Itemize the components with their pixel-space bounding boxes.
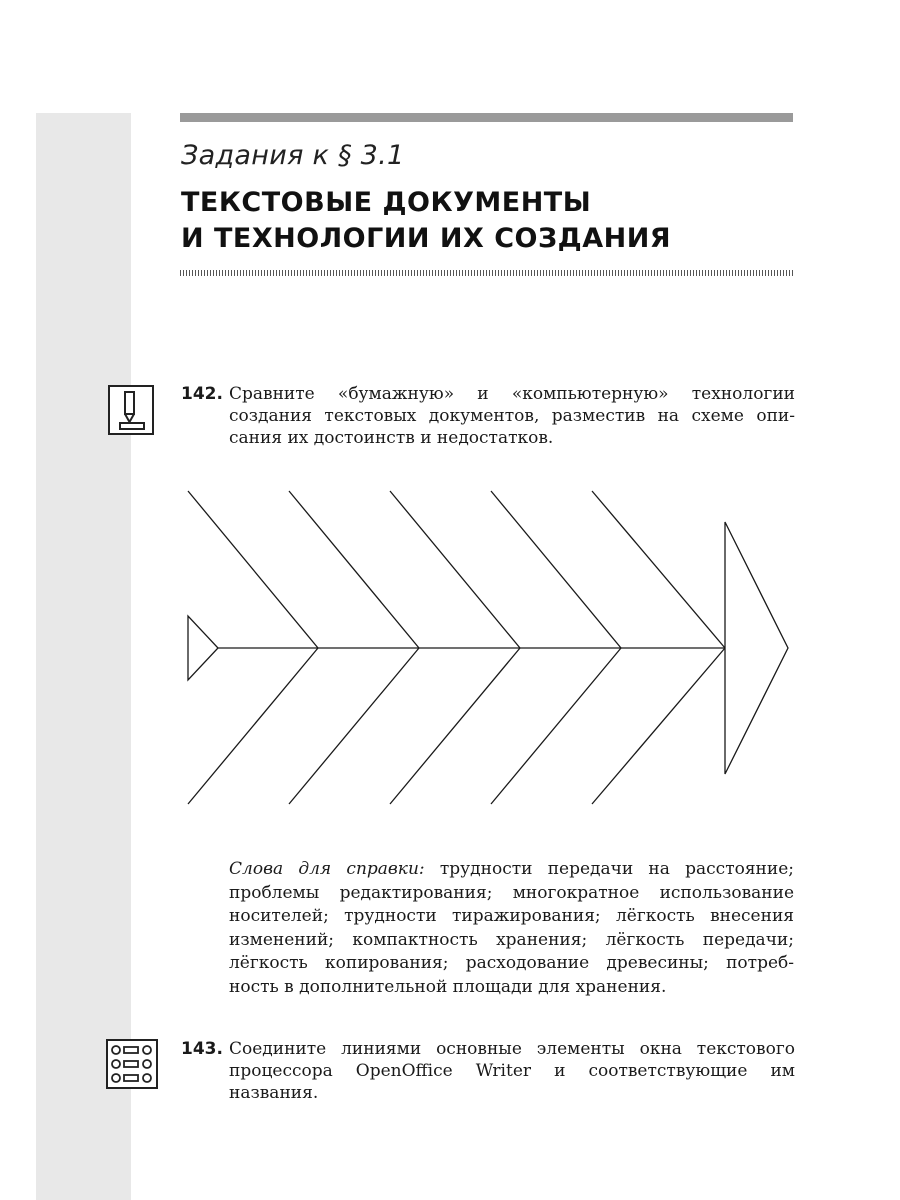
hint-line: носителей; трудности тиражирования; лёгкость внесения (229, 906, 794, 926)
hint-line: ность в дополнительной площади для хранения. (229, 976, 667, 997)
bone-lower (592, 648, 725, 804)
task-line: названия. (229, 1083, 319, 1103)
section-title (181, 185, 671, 257)
task-text (229, 383, 795, 449)
hint-line: изменений; компактность хранения; лёгкость передачи; (229, 929, 794, 950)
hint-line (229, 858, 794, 882)
bone-upper (188, 491, 318, 648)
bone-lower (188, 648, 318, 804)
matching-items-icon (106, 1039, 158, 1089)
hint-line: проблемы редактирования; многократное использование (229, 882, 794, 903)
task-line: Соедините линиями основные элементы окна текстового (229, 1039, 795, 1059)
bone-lower (289, 648, 419, 804)
task-142 (181, 383, 795, 449)
task-number: 142. (181, 384, 223, 404)
title-line-2: И ТЕХНОЛОГИИ ИХ СОЗДАНИЯ (181, 223, 672, 254)
hint-text: трудности передачи на расстояние; (424, 859, 795, 879)
bone-upper (592, 491, 725, 648)
hint-line: лёгкость копирования; расходование древесины; потреб- (229, 953, 794, 973)
fish-head (725, 522, 788, 774)
task-number: 143. (181, 1039, 223, 1059)
task-text (229, 1038, 795, 1104)
bone-upper (390, 491, 520, 648)
bone-lower (390, 648, 520, 804)
task-line: Сравните «бумажную» и «компьютерную» технологии (229, 384, 795, 404)
bone-upper (491, 491, 621, 648)
title-line-1: ТЕКСТОВЫЕ ДОКУМЕНТЫ (181, 187, 592, 218)
task-line: процессора OpenOffice Writer и соответствующие им (229, 1061, 795, 1081)
header-rule (180, 113, 793, 122)
bone-lower (491, 648, 621, 804)
section-subtitle: Задания к § 3.1 (181, 140, 405, 171)
fish-tail (188, 616, 218, 680)
task-line: создания текстовых документов, разместив на схеме опи- (229, 406, 795, 426)
dashed-divider (180, 270, 793, 276)
task-143 (181, 1038, 795, 1104)
fishbone-diagram (180, 488, 800, 808)
bone-upper (289, 491, 419, 648)
reference-words (229, 858, 794, 999)
task-line: сания их достоинств и недостатков. (229, 428, 554, 448)
side-margin-strip (36, 113, 131, 1200)
pen-writing-icon (108, 385, 154, 435)
hint-label: Слова для справки: (229, 859, 425, 879)
